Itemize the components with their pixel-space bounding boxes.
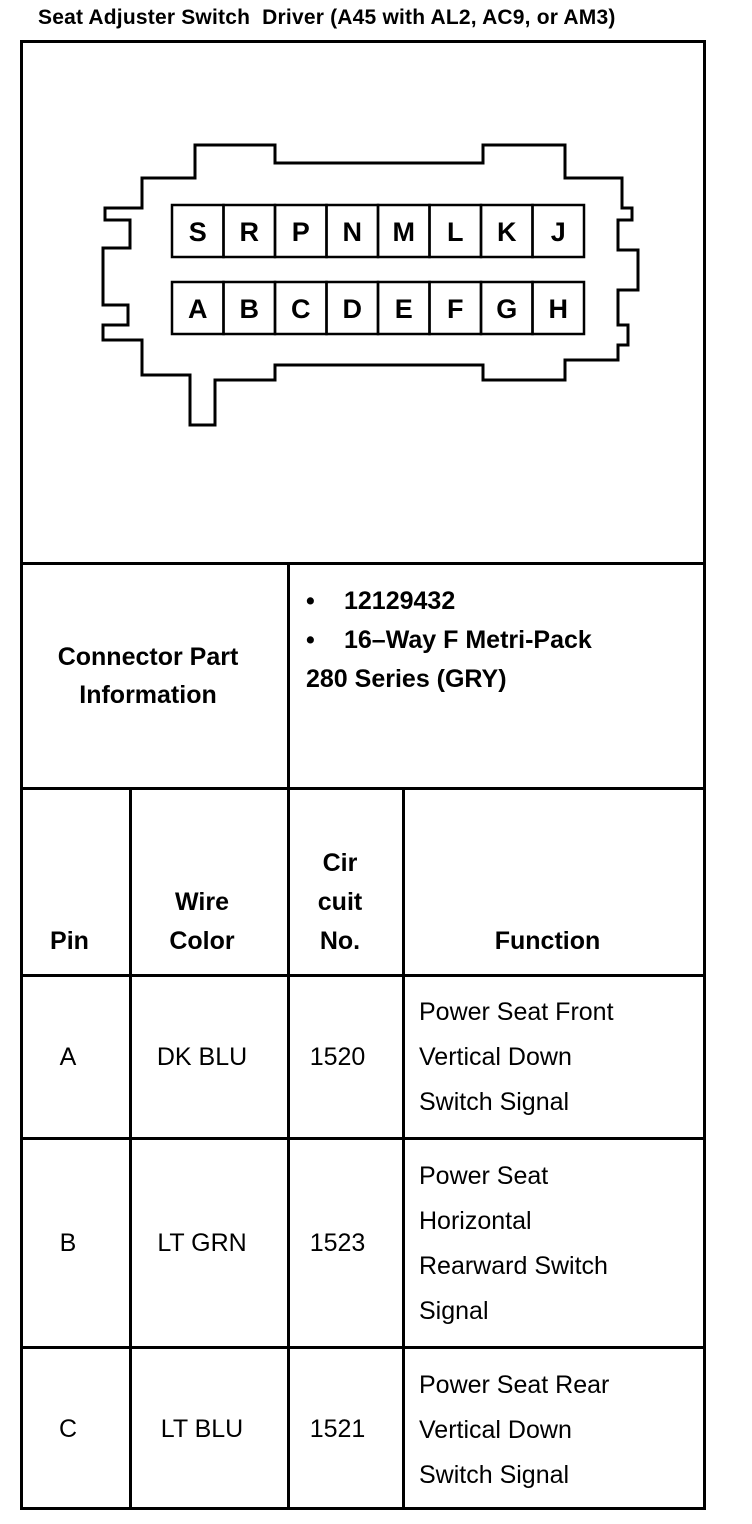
pin-label-g: G bbox=[496, 294, 518, 324]
header-circuit-line1: Cir bbox=[322, 849, 358, 877]
header-circuit-line3: No. bbox=[319, 927, 361, 955]
row-c-circuit: 1521 bbox=[309, 1415, 366, 1443]
function-line: Power Seat bbox=[419, 1162, 549, 1190]
row-b-wire: LT GRN bbox=[157, 1229, 247, 1257]
connector-series: 280 Series (GRY) bbox=[306, 665, 507, 693]
divider-part-info bbox=[20, 787, 706, 790]
divider-circuit-col bbox=[402, 787, 405, 1510]
function-line: Vertical Down bbox=[419, 1416, 572, 1444]
function-line: Vertical Down bbox=[419, 1043, 572, 1071]
pin-label-r: R bbox=[239, 217, 259, 247]
pin-label-e: E bbox=[394, 294, 413, 324]
divider-diagram bbox=[20, 562, 706, 565]
pin-label-c: C bbox=[291, 294, 311, 324]
bullet-icon: • bbox=[306, 626, 315, 654]
connector-outline bbox=[103, 145, 638, 425]
header-circuit-no bbox=[290, 844, 390, 961]
part-info-list bbox=[306, 582, 592, 699]
connector-face-diagram bbox=[0, 0, 752, 560]
header-pin: Pin bbox=[50, 927, 89, 955]
part-info-label-line2: Information bbox=[79, 681, 217, 709]
function-line: Rearward Switch bbox=[419, 1252, 608, 1280]
pin-label-p: P bbox=[291, 217, 310, 247]
row-a-circuit: 1520 bbox=[309, 1043, 366, 1071]
pin-row-bottom bbox=[172, 282, 584, 334]
divider-header bbox=[20, 974, 706, 977]
function-line: Signal bbox=[419, 1297, 489, 1325]
pin-label-h: H bbox=[548, 294, 568, 324]
row-c-wire: LT BLU bbox=[160, 1415, 244, 1443]
pin-label-n: N bbox=[342, 217, 362, 247]
divider-part-info-col bbox=[287, 562, 290, 790]
bullet-icon: • bbox=[306, 587, 315, 615]
divider-row-a bbox=[20, 1137, 706, 1140]
pin-label-b: B bbox=[239, 294, 259, 324]
part-info-item bbox=[306, 582, 592, 621]
header-function: Function bbox=[494, 927, 601, 955]
pin-label-f: F bbox=[447, 294, 464, 324]
header-wire-line1: Wire bbox=[175, 888, 229, 916]
row-c-function bbox=[419, 1363, 609, 1498]
pin-label-l: L bbox=[447, 217, 464, 247]
part-info-item bbox=[306, 621, 592, 660]
function-line: Power Seat Front bbox=[419, 998, 614, 1026]
pin-label-j: J bbox=[550, 217, 566, 247]
divider-row-b bbox=[20, 1346, 706, 1349]
part-info-label-line1: Connector Part bbox=[57, 643, 239, 671]
part-number: 12129432 bbox=[344, 587, 456, 615]
function-line: Horizontal bbox=[419, 1207, 532, 1235]
pin-label-s: S bbox=[188, 217, 207, 247]
row-a-pin: A bbox=[59, 1043, 77, 1071]
row-a-wire: DK BLU bbox=[156, 1043, 248, 1071]
connector-type: 16–Way F Metri-Pack bbox=[344, 626, 592, 654]
pin-label-k: K bbox=[497, 217, 517, 247]
pin-row-top bbox=[172, 205, 584, 257]
function-line: Switch Signal bbox=[419, 1461, 570, 1489]
page-title: Seat Adjuster Switch Driver (A45 with AL2, AC9, or AM3) bbox=[38, 6, 616, 29]
part-info-label bbox=[23, 638, 273, 714]
function-line: Switch Signal bbox=[419, 1088, 570, 1116]
pin-label-d: D bbox=[342, 294, 362, 324]
row-c-pin: C bbox=[58, 1415, 78, 1443]
header-circuit-line2: cuit bbox=[317, 888, 363, 916]
row-b-circuit: 1523 bbox=[309, 1229, 366, 1257]
header-wire-color bbox=[132, 883, 272, 961]
function-line: Power Seat Rear bbox=[419, 1371, 610, 1399]
row-b-function bbox=[419, 1154, 608, 1334]
header-wire-line2: Color bbox=[169, 927, 235, 955]
pin-label-m: M bbox=[392, 217, 415, 247]
row-b-pin: B bbox=[59, 1229, 77, 1257]
row-a-function bbox=[419, 990, 614, 1125]
pin-label-a: A bbox=[188, 294, 208, 324]
